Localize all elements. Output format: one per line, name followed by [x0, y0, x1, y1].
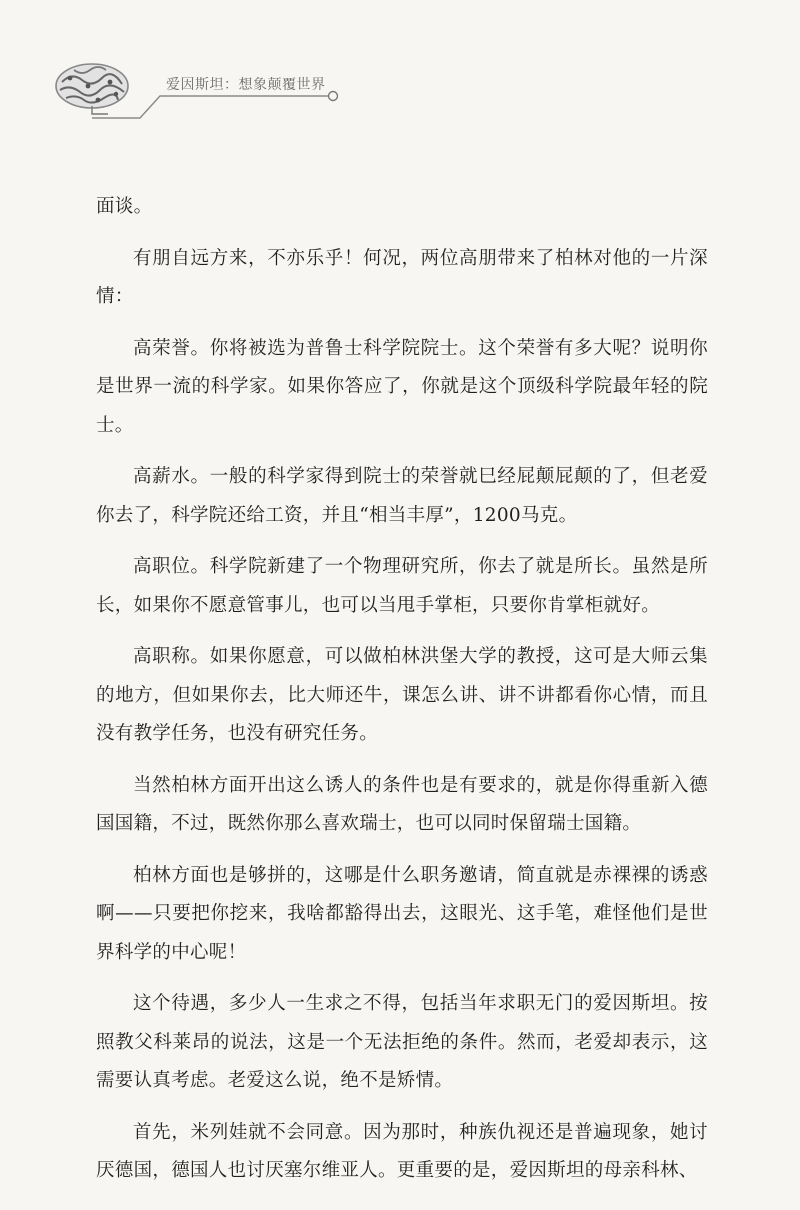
- paragraph-6: 高职称。如果你愿意，可以做柏林洪堡大学的教授，这可是大师云集的地方，但如果你去，比大师还牛，课怎么讲、讲不讲都看你心情，而且没有教学任务，也没有研究任务。: [96, 646, 708, 744]
- paragraph-10: 首先，米列娃就不会同意。因为那时，种族仇视还是普遍现象，她讨厌德国，德国人也讨厌塞尔维亚人。更重要的是，爱因斯坦的母亲科林、: [96, 1121, 708, 1181]
- running-header-title: 爱因斯坦：想象颠覆世界: [166, 77, 326, 93]
- paragraph-5: 高职位。科学院新建了一个物理研究所，你去了就是所长。虽然是所长，如果你不愿意管事儿，也可以当甩手掌柜，只要你肯掌柜就好。: [96, 556, 708, 616]
- paragraph-8: 柏林方面也是够拼的，这哪是什么职务邀请，简直就是赤裸裸的诱惑啊——只要把你挖来，我啥都豁得出去，这眼光、这手笔，难怪他们是世界科学的中心呢！: [96, 864, 708, 963]
- page-header: [0, 0, 800, 140]
- paragraph-4: 高薪水。一般的科学家得到院士的荣誉就巳经屁颠屁颠的了，但老爱你去了，科学院还给工资，并且“相当丰厚”，1200马克。: [96, 466, 708, 526]
- paragraph-7: 当然柏林方面开出这么诱人的条件也是有要求的，就是你得重新入德国国籍，不过，既然你那么喜欢瑞士，也可以同时保留瑞士国籍。: [96, 774, 708, 834]
- paragraph-1: 面谈。: [96, 196, 153, 217]
- paragraph-3: 高荣誉。你将被选为普鲁士科学院院士。这个荣誉有多大呢？说明你是世界一流的科学家。如果你答应了，你就是这个顶级科学院最年轻的院士。: [96, 337, 708, 436]
- paragraph-2: 有朋自远方来，不亦乐乎！何况，两位高朋带来了柏林对他的一片深情：: [96, 247, 708, 307]
- body-text: [96, 188, 708, 1204]
- paragraph-9: 这个待遇，多少人一生求之不得，包括当年求职无门的爱因斯坦。按照教父科莱昂的说法，这是一个无法拒绝的条件。然而，老爱却表示，这需要认真考虑。老爱这么说，绝不是矫情。: [96, 993, 708, 1091]
- header-divider: [0, 0, 800, 140]
